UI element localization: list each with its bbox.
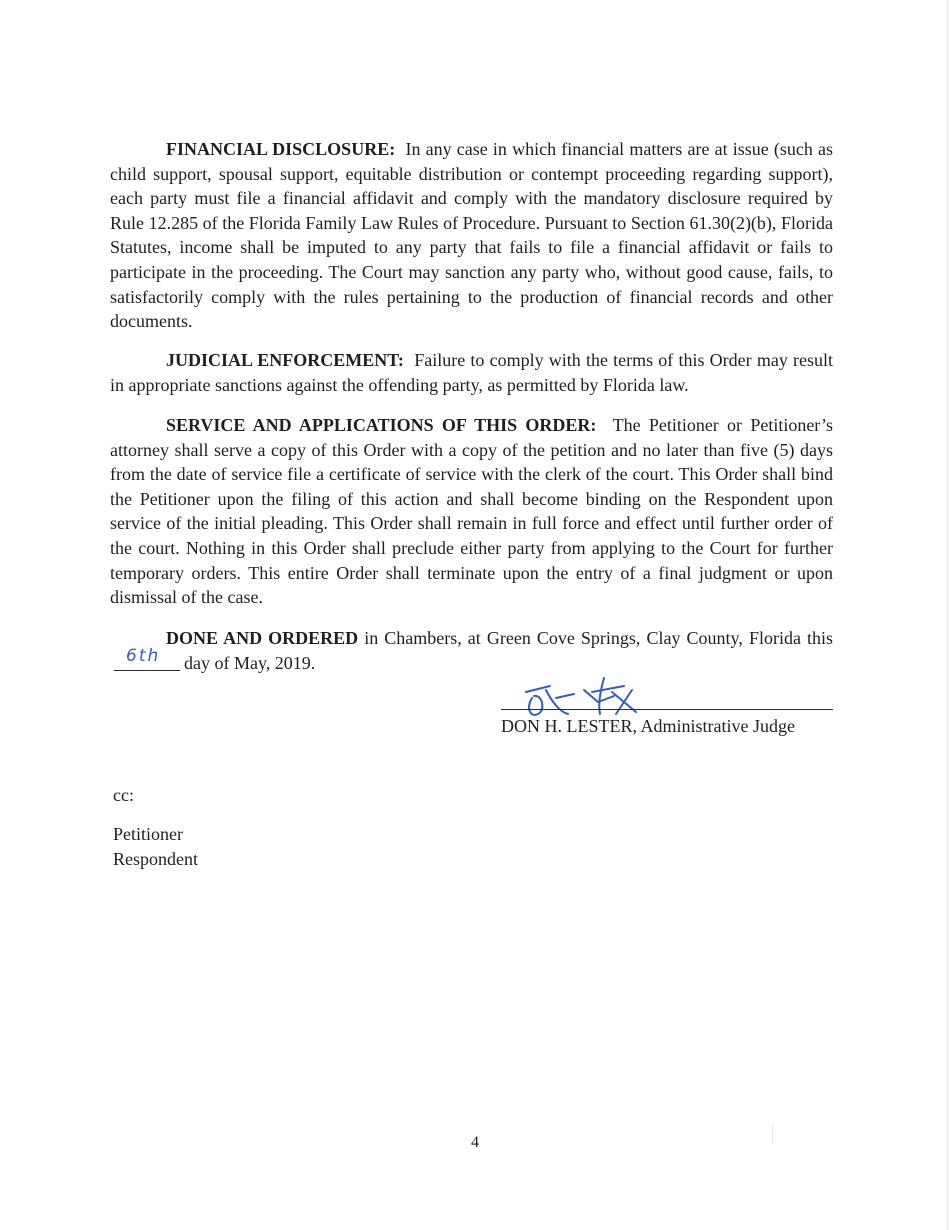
done-and-ordered-text: in Chambers, at Green Cove Springs, Clay County, Florida this — [364, 628, 833, 648]
financial-disclosure-heading: FINANCIAL DISCLOSURE: — [166, 139, 396, 159]
service-applications-text: The Petitioner or Petitioner’s attorney shall serve a copy of this Order with a copy of the petition and no later than five (5) days from the date of service file a certificate of service with the clerk of the court. This Order shall bind the Petitioner upon the filing of this action and shall become binding on the Respondent upon service of the initial pleading. This Order shall remain in full force and effect until further order of the court. Nothing in this Order shall preclude either party from applying to the Court for further temporary orders. This entire Order shall terminate upon the entry of a final judgment or upon dismissal of the case. — [110, 415, 833, 608]
service-applications-paragraph — [110, 413, 833, 610]
page-edge-line — [947, 0, 948, 1230]
cc-recipient-petitioner: Petitioner — [113, 824, 183, 844]
done-and-ordered-paragraph — [110, 626, 833, 675]
page-number: 4 — [471, 1134, 479, 1151]
cc-recipient-respondent: Respondent — [113, 849, 198, 869]
financial-disclosure-text: In any case in which financial matters are at issue (such as child support, spousal support, equitable distribution or contempt proceeding regarding support), each party must file a financial affidavit and comply with the mandatory disclosure required by Rule 12.285 of the Florida Family Law Rules of Procedure. Pursuant to Section 61.30(2)(b), Florida Statutes, income shall be imputed to any party that fails to file a financial affidavit or fails to participate in the proceeding. The Court may sanction any party who, without good cause, fails, to satisfactorily comply with the rules pertaining to the production of financial records and other documents. — [110, 139, 834, 332]
judicial-enforcement-paragraph — [110, 348, 833, 397]
service-applications-heading: SERVICE AND APPLICATIONS OF THIS ORDER: — [166, 415, 597, 435]
signature-line — [501, 709, 833, 710]
done-and-ordered-date-text: day of May, 2019. — [184, 652, 316, 673]
judge-signature — [520, 668, 650, 720]
done-and-ordered-heading: DONE AND ORDERED — [166, 628, 359, 648]
handwritten-day: 6th — [126, 645, 161, 666]
date-blank — [114, 645, 180, 671]
financial-disclosure-paragraph — [110, 137, 833, 334]
judicial-enforcement-heading: JUDICIAL ENFORCEMENT: — [166, 350, 404, 370]
cc-label: cc: — [113, 785, 134, 805]
judge-name: DON H. LESTER, Administrative Judge — [501, 716, 795, 736]
judicial-enforcement-text: Failure to comply with the terms of this Order may result in appropriate sanctions against the offending party, as permitted by Florida law. — [110, 350, 834, 395]
